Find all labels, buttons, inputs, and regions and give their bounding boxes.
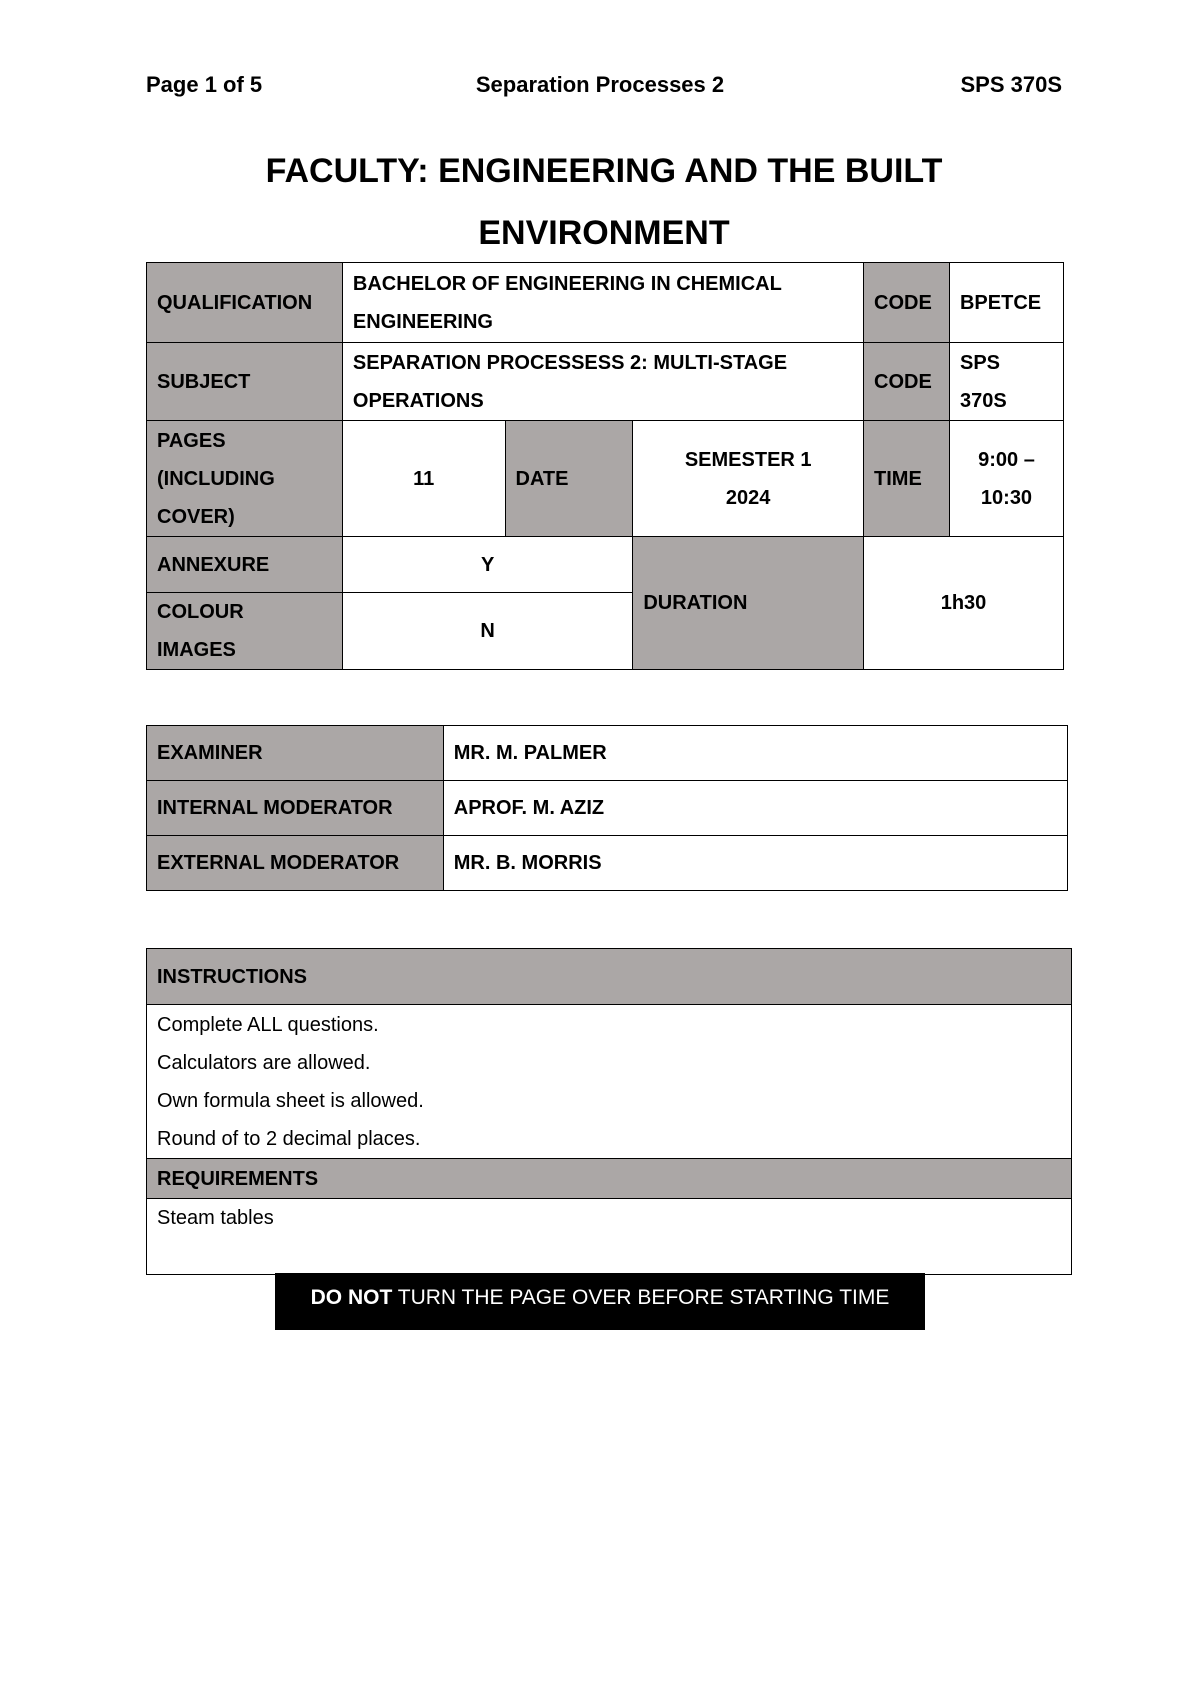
- subject-code-line1: SPS: [959, 351, 1001, 374]
- pages-label-line1: PAGES: [157, 429, 226, 452]
- examiner-name: MR. M. PALMER: [443, 726, 1067, 781]
- annexure-label: ANNEXURE: [147, 537, 343, 593]
- instruction-item: Complete ALL questions.: [157, 1013, 379, 1036]
- qualification-code: BPETCE: [949, 263, 1063, 343]
- date-line1: SEMESTER 1: [684, 448, 812, 471]
- external-moderator-name: MR. B. MORRIS: [443, 836, 1067, 891]
- colour-label-line1: COLOUR: [157, 601, 244, 623]
- qualification-code-label: CODE: [864, 263, 950, 343]
- qualification-value: BACHELOR OF ENGINEERING IN CHEMICAL ENGINEERING: [342, 263, 863, 343]
- subject-label: SUBJECT: [147, 343, 343, 421]
- requirement-item: Steam tables: [157, 1207, 274, 1229]
- header-subject: Separation Processes 2: [475, 72, 725, 97]
- duration-label: DURATION: [633, 537, 864, 670]
- page-number: Page 1 of 5: [146, 72, 263, 97]
- duration-value: 1h30: [864, 537, 1064, 670]
- requirements-heading: REQUIREMENTS: [147, 1159, 1072, 1199]
- colour-label-line2: IMAGES: [157, 639, 236, 661]
- external-moderator-label: EXTERNAL MODERATOR: [147, 836, 444, 891]
- internal-moderator-label: INTERNAL MODERATOR: [147, 781, 444, 836]
- pages-label-line2: (INCLUDING: [157, 467, 275, 490]
- date-label: DATE: [505, 421, 633, 537]
- requirements-list: [147, 1199, 1072, 1275]
- header-code: SPS 370S: [960, 72, 1062, 97]
- instruction-item: Round of to 2 decimal places.: [157, 1127, 421, 1150]
- exam-info-table: [146, 262, 1064, 670]
- time-line1: 9:00 –: [978, 448, 1035, 471]
- do-not-turn-banner: [275, 1273, 925, 1330]
- instructions-table: [146, 948, 1072, 1275]
- instructions-heading: INSTRUCTIONS: [147, 949, 1072, 1005]
- pages-label: [147, 421, 343, 537]
- colour-images-value: N: [342, 593, 632, 670]
- annexure-value: Y: [342, 537, 632, 593]
- faculty-title: FACULTY: ENGINEERING AND THE BUILT ENVIRONMENT: [265, 152, 943, 252]
- instruction-item: Calculators are allowed.: [157, 1051, 371, 1074]
- subject-value: SEPARATION PROCESSESS 2: MULTI-STAGE OPERATIONS: [342, 343, 863, 421]
- pages-value: 11: [342, 421, 505, 537]
- instructions-list: [147, 1005, 1072, 1159]
- pages-label-line3: COVER): [157, 505, 235, 528]
- examiners-table: [146, 725, 1068, 891]
- banner-bold-text: DO NOT: [310, 1286, 393, 1309]
- internal-moderator-name: APROF. M. AZIZ: [443, 781, 1067, 836]
- subject-code-line2: 370S: [959, 389, 1007, 412]
- colour-images-label: [147, 593, 343, 670]
- time-value: [949, 421, 1063, 537]
- time-label: TIME: [864, 421, 950, 537]
- date-value: [633, 421, 864, 537]
- time-line2: 10:30: [980, 486, 1033, 509]
- subject-code: [949, 343, 1063, 421]
- examiner-label: EXAMINER: [147, 726, 444, 781]
- subject-code-label: CODE: [864, 343, 950, 421]
- qualification-label: QUALIFICATION: [147, 263, 343, 343]
- banner-rest-text: TURN THE PAGE OVER BEFORE STARTING TIME: [392, 1286, 890, 1309]
- date-line2: 2024: [725, 486, 771, 509]
- instruction-item: Own formula sheet is allowed.: [157, 1089, 424, 1112]
